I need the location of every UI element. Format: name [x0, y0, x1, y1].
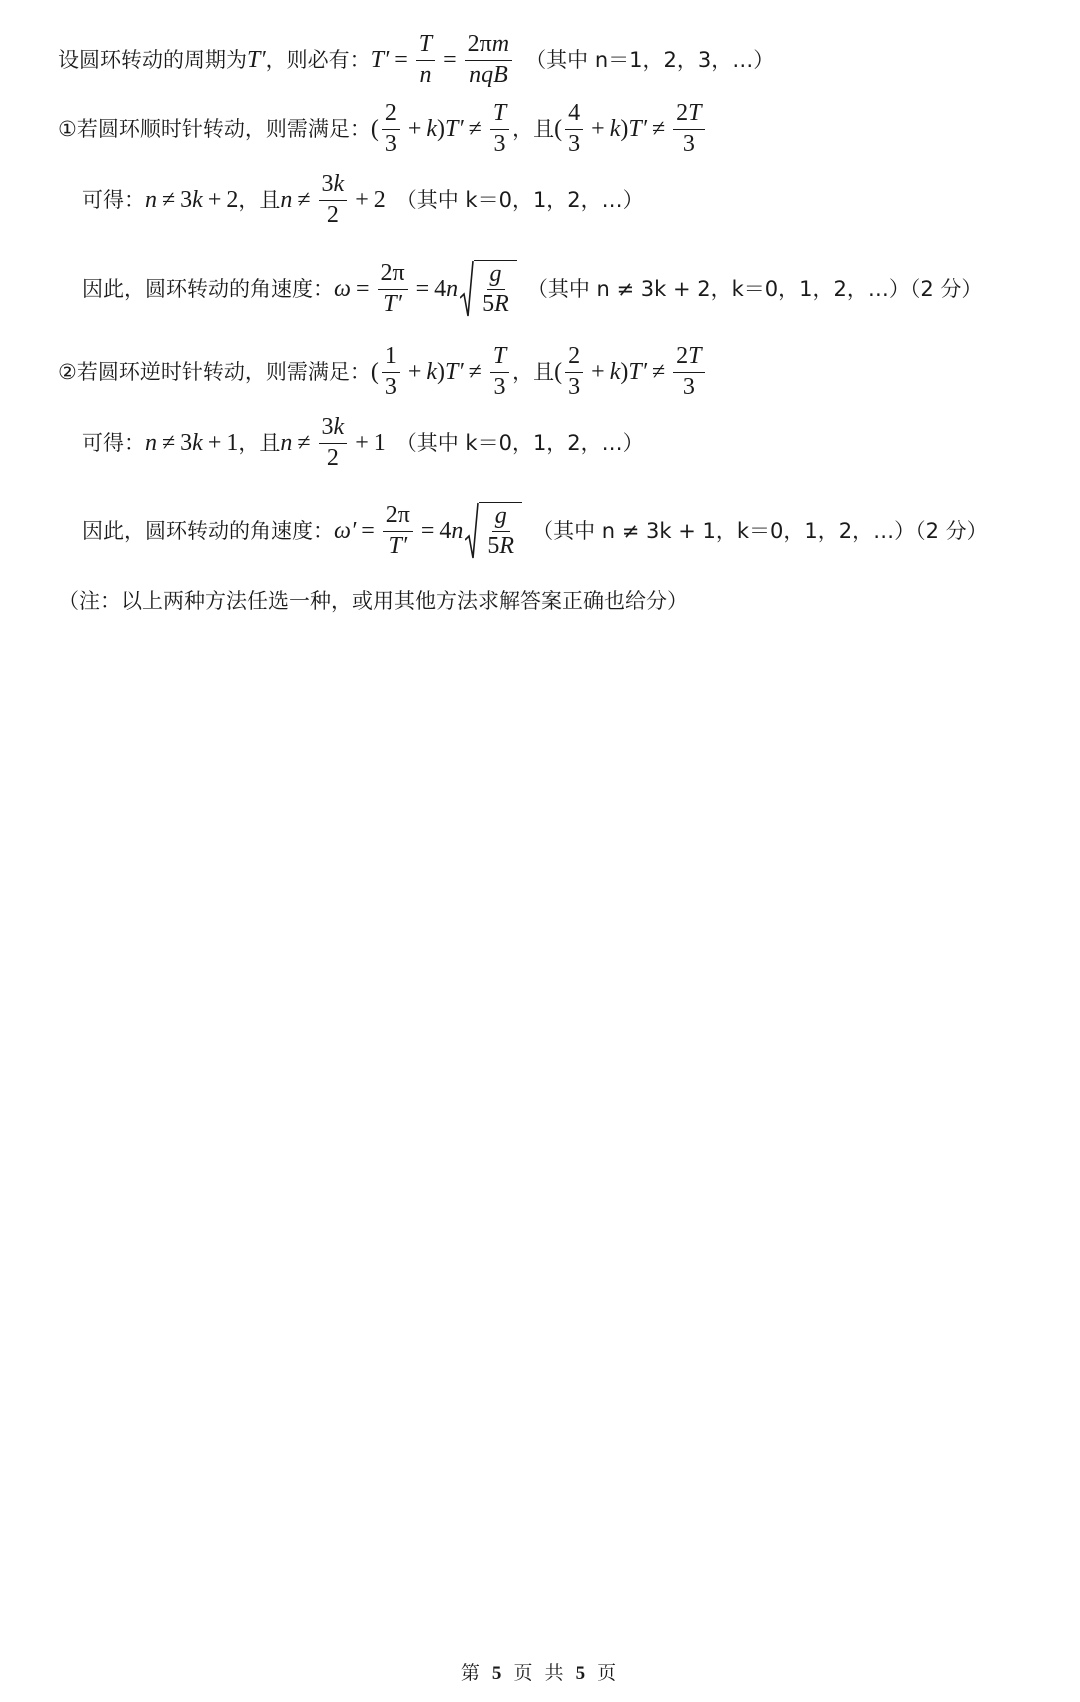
period-formula: T′ = $\frac{T}{n}$ = $\frac{2\pi m}{\text{nqB}}$: [371, 32, 516, 87]
period-intro-text-2: ，则必有：: [265, 47, 371, 72]
counterclockwise-omega-note: （其中 n ≠ 3k + 1，k＝0，1，2，…）（2 分）: [532, 518, 988, 543]
clockwise-inequality-2: ( $\frac{4}{3}$ + k ) T′ ≠ $\frac{2T}{3}$: [554, 101, 707, 156]
sqrt-symbol: $\frac{g}{5R}$: [465, 502, 522, 560]
counterclockwise-result-label: 可得：: [82, 430, 145, 455]
clockwise-omega-line: [82, 257, 982, 321]
footer-mid: 页 共: [513, 1662, 567, 1684]
period-symbol: T′: [247, 47, 266, 73]
counterclockwise-omega-label: 因此，圆环转动的角速度：: [82, 518, 334, 543]
counterclockwise-result-inequality-2: n ≠ $\frac{3k}{2}$ + 1: [280, 414, 386, 471]
grading-note: （注：以上两种方法任选一种，或用其他方法求解答案正确也给分）: [58, 588, 688, 613]
counterclockwise-condition-line: [58, 342, 708, 402]
grading-note-line: [58, 584, 688, 618]
counterclockwise-omega-formula: ω′ = $\frac{2\pi}{T'}$ = 4 n $\frac{g}{5R}$: [334, 502, 522, 560]
footer-post: 页: [597, 1662, 620, 1684]
counterclockwise-result-note: （其中 k＝0，1，2，…）: [395, 430, 644, 455]
counterclockwise-result-line: [82, 413, 644, 473]
clockwise-result-line: [82, 170, 644, 230]
counterclockwise-result-inequality-1: n ≠ 3 k + 1: [145, 430, 239, 456]
counterclockwise-omega-line: [82, 499, 988, 563]
footer-pre: 第: [460, 1662, 483, 1684]
counterclockwise-inequality-1: ( $\frac{1}{3}$ + k ) T′ ≠ $\frac{T}{3}$: [371, 344, 512, 399]
clockwise-result-note: （其中 k＝0，1，2，…）: [395, 187, 644, 212]
sqrt-symbol: $\frac{g}{5R}$: [460, 260, 517, 318]
footer-page-number: 5: [491, 1663, 505, 1684]
clockwise-result-inequality-1: n ≠ 3 k + 2: [145, 187, 239, 213]
clockwise-result-inequality-2: n ≠ $\frac{3k}{2}$ + 2: [280, 171, 386, 228]
footer-total-pages: 5: [575, 1663, 589, 1684]
clockwise-condition-line: [58, 99, 708, 159]
counterclockwise-result-and: ，且: [238, 430, 281, 455]
clockwise-omega-label: 因此，圆环转动的角速度：: [82, 276, 334, 301]
clockwise-omega-note: （其中 n ≠ 3k + 2，k＝0，1，2，…）（2 分）: [526, 276, 983, 301]
period-condition-note: （其中 n＝1，2，3，…）: [525, 47, 775, 72]
clockwise-and-text: ，且: [512, 116, 555, 141]
clockwise-intro-text: ①若圆环顺时针转动，则需满足：: [58, 116, 371, 141]
clockwise-result-label: 可得：: [82, 187, 145, 212]
counterclockwise-intro-text: ②若圆环逆时针转动，则需满足：: [58, 359, 371, 384]
period-line: [58, 30, 774, 90]
period-intro-text: 设圆环转动的周期为: [58, 47, 247, 72]
page-footer: [0, 1658, 1080, 1685]
clockwise-omega-formula: ω = $\frac{2\pi}{T'}$ = 4 n $\frac{g}{5R}$: [334, 260, 517, 318]
clockwise-inequality-1: ( $\frac{2}{3}$ + k ) T′ ≠ $\frac{T}{3}$: [371, 101, 512, 156]
counterclockwise-and-text: ，且: [512, 359, 555, 384]
clockwise-result-and: ，且: [238, 187, 281, 212]
counterclockwise-inequality-2: ( $\frac{2}{3}$ + k ) T′ ≠ $\frac{2T}{3}$: [554, 344, 707, 399]
